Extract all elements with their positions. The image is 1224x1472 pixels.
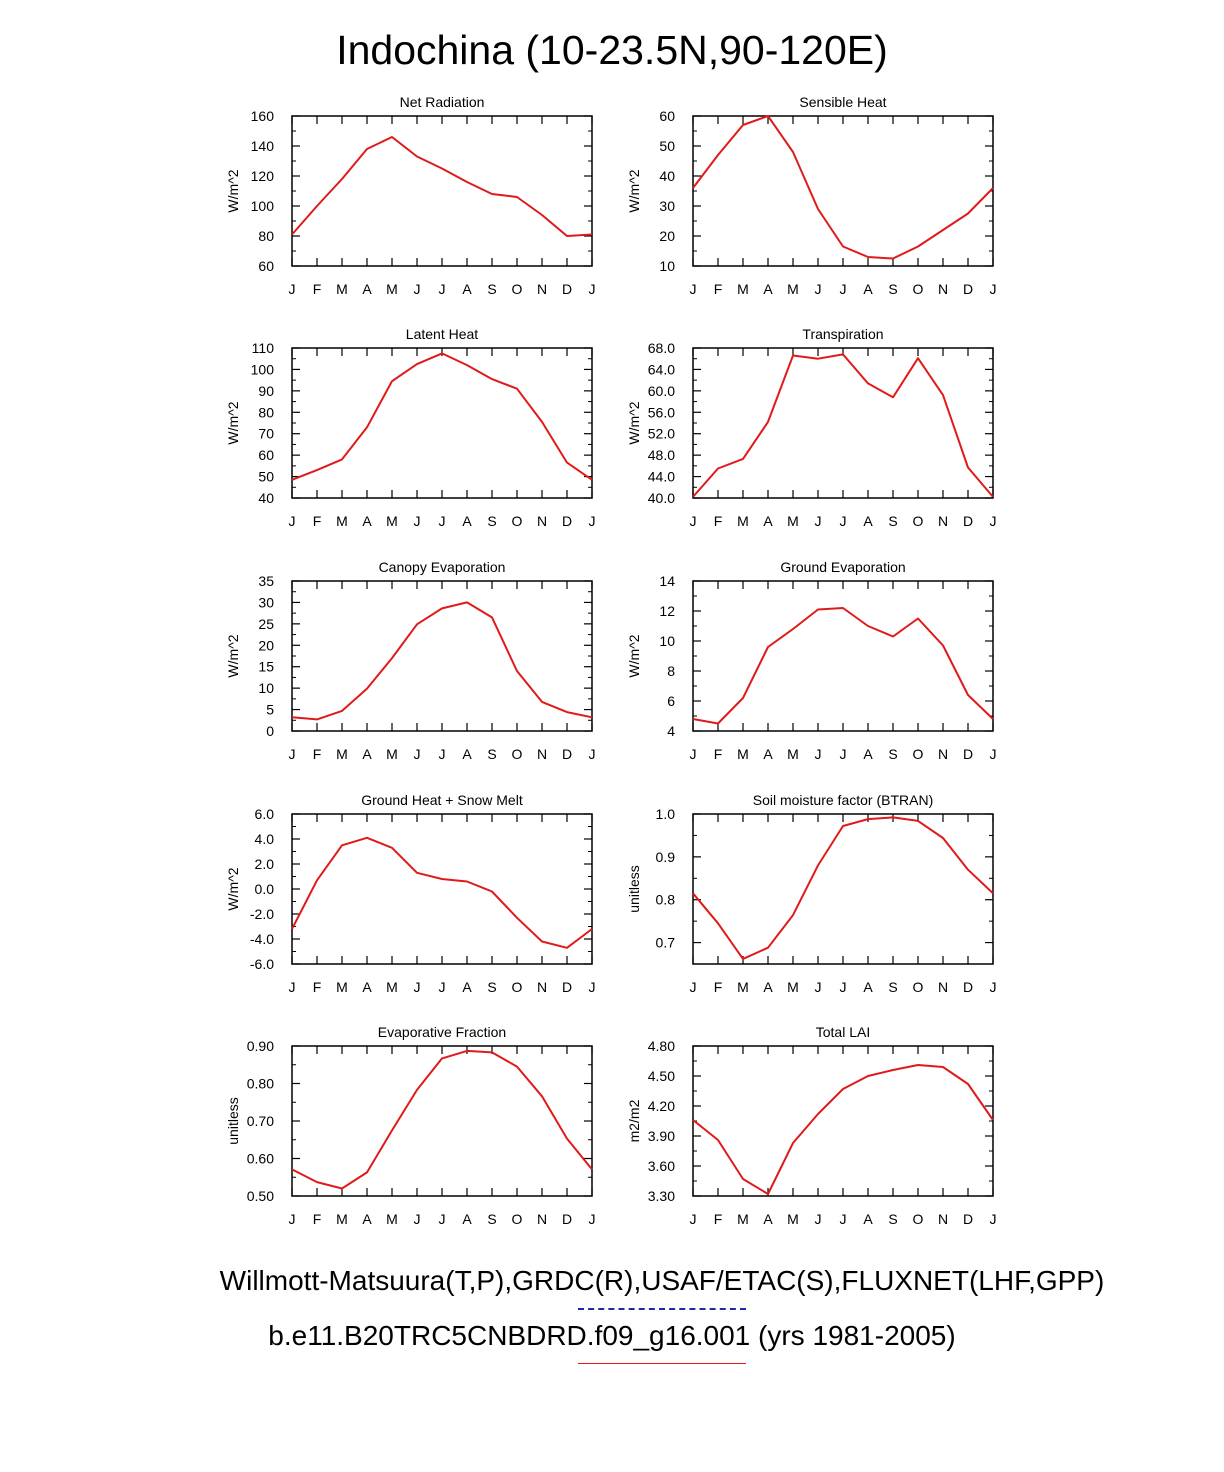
y-tick-label: 90 [258,382,274,399]
model-series-line [693,817,993,959]
y-axis-label: W/m^2 [626,169,642,213]
y-tick-label: -4.0 [249,931,274,947]
x-tick-label: D [962,1211,974,1227]
x-tick-label: N [536,281,548,297]
chart-panel-9 [225,1024,596,1227]
x-tick-label: D [962,513,974,529]
panel-title: Total LAI [815,1024,871,1040]
x-tick-label: A [763,281,773,297]
y-tick-label: 120 [250,168,274,184]
chart-panel-5 [225,559,596,762]
y-axis-label: W/m^2 [225,867,241,911]
y-tick-label: 30 [659,198,675,214]
x-tick-label: A [763,746,773,762]
x-tick-label: M [787,513,799,529]
model-series-line [693,1065,993,1194]
x-tick-label: O [912,746,924,762]
y-tick-label: 10 [659,258,675,274]
x-tick-label: F [312,1211,322,1227]
y-tick-label: 5 [266,701,274,718]
x-tick-label: A [763,1211,773,1227]
x-tick-label: J [438,513,446,529]
chart-panel-4 [626,326,997,529]
y-tick-label: 20 [659,228,675,244]
y-tick-label: 4.80 [647,1038,675,1054]
x-tick-label: O [912,513,924,529]
x-tick-label: N [937,281,949,297]
x-tick-label: J [438,979,446,995]
x-tick-label: M [336,979,348,995]
model-series-line [292,838,592,948]
y-tick-label: 0.80 [246,1075,274,1092]
page-title: Indochina (10-23.5N,90-120E) [336,27,888,73]
plot-frame [292,581,592,731]
x-tick-label: S [487,746,497,762]
x-tick-label: S [888,979,898,995]
x-tick-label: A [863,1211,873,1227]
x-tick-label: J [989,281,997,297]
x-tick-label: J [814,746,822,762]
x-tick-label: N [536,1211,548,1227]
x-tick-label: J [689,1211,697,1227]
x-tick-label: A [462,281,472,297]
y-tick-label: 44.0 [647,468,675,485]
y-tick-label: 40 [258,490,274,506]
y-tick-label: 14 [659,573,675,589]
x-tick-label: O [511,281,523,297]
plot-frame [693,348,993,498]
x-tick-label: J [438,281,446,297]
y-tick-label: 60 [659,108,675,124]
x-tick-label: M [336,1211,348,1227]
x-tick-label: M [737,979,749,995]
x-tick-label: M [336,746,348,762]
x-tick-label: A [462,1211,472,1227]
x-tick-label: J [288,281,296,297]
y-tick-label: 25 [258,615,274,632]
model-case-label: b.e11.B20TRC5CNBDRD.f09_g16.001 (yrs 1981-2005) [268,1320,956,1351]
x-tick-label: J [839,746,847,762]
panel-title: Ground Heat + Snow Melt [361,792,523,808]
y-tick-label: 10 [659,633,675,649]
x-tick-label: J [413,513,421,529]
x-tick-label: J [814,979,822,995]
x-tick-label: O [912,281,924,297]
model-series-line [292,1051,592,1189]
plot-frame [693,814,993,964]
x-tick-label: D [561,746,573,762]
x-tick-label: A [863,979,873,995]
x-tick-label: F [713,979,723,995]
plot-frame [292,1046,592,1196]
y-tick-label: 52.0 [647,425,675,442]
panel-title: Evaporative Fraction [377,1024,507,1040]
chart-panel-8 [626,792,997,995]
model-series-line [292,353,592,479]
y-tick-label: 20 [258,637,274,654]
y-tick-label: 35 [258,573,274,589]
x-tick-label: A [362,979,372,995]
y-tick-label: 40 [659,168,675,184]
model-legend-line [578,1363,746,1364]
x-tick-label: J [689,513,697,529]
model-series-line [292,602,592,719]
x-tick-label: D [962,979,974,995]
x-tick-label: A [763,513,773,529]
y-tick-label: 8 [667,663,675,679]
x-tick-label: J [989,979,997,995]
y-axis-label: W/m^2 [626,401,642,445]
y-tick-label: 0.90 [246,1038,274,1054]
x-tick-label: S [487,979,497,995]
x-tick-label: N [937,746,949,762]
x-tick-label: J [839,513,847,529]
x-tick-label: D [962,281,974,297]
x-tick-label: M [737,281,749,297]
y-tick-label: 70 [258,425,274,442]
x-tick-label: J [288,1211,296,1227]
x-tick-label: N [536,513,548,529]
y-tick-label: 0.50 [246,1188,274,1204]
y-axis-label: unitless [225,1097,241,1145]
model-series-line [292,137,592,236]
chart-panel-7 [225,792,596,995]
y-axis-label: W/m^2 [225,169,241,213]
x-tick-label: D [561,281,573,297]
x-tick-label: A [863,281,873,297]
chart-panel-3 [225,326,596,529]
y-tick-label: 56.0 [647,404,675,421]
chart-panel-1 [225,94,596,297]
y-tick-label: 160 [250,108,274,124]
x-tick-label: J [588,979,596,995]
x-tick-label: O [511,513,523,529]
observations-legend-line [578,1308,746,1310]
y-tick-label: 68.0 [647,340,675,356]
plot-frame [693,116,993,266]
x-tick-label: J [814,1211,822,1227]
y-tick-label: 40.0 [647,490,675,506]
x-tick-label: F [312,979,322,995]
model-series-line [693,354,993,497]
y-tick-label: 15 [258,658,274,675]
x-tick-label: O [511,746,523,762]
y-tick-label: 110 [251,340,274,356]
y-tick-label: 12 [659,603,675,619]
x-tick-label: M [737,1211,749,1227]
model-series-line [693,116,993,259]
y-tick-label: 0.70 [246,1113,274,1129]
x-tick-label: J [989,513,997,529]
x-tick-label: J [588,1211,596,1227]
x-tick-label: M [386,1211,398,1227]
plot-frame [292,814,592,964]
x-tick-label: J [689,746,697,762]
x-tick-label: J [438,746,446,762]
x-tick-label: S [487,281,497,297]
panel-title: Latent Heat [405,326,479,342]
x-tick-label: M [386,281,398,297]
y-tick-label: -2.0 [249,906,274,922]
x-tick-label: F [312,746,322,762]
y-tick-label: 30 [258,594,274,611]
y-axis-label: W/m^2 [626,634,642,678]
x-tick-label: S [487,1211,497,1227]
x-tick-label: A [362,513,372,529]
x-tick-label: N [937,1211,949,1227]
x-tick-label: M [787,979,799,995]
x-tick-label: J [288,746,296,762]
x-tick-label: J [288,513,296,529]
x-tick-label: M [787,1211,799,1227]
y-axis-label: W/m^2 [225,634,241,678]
y-tick-label: 6.0 [254,806,274,822]
x-tick-label: A [362,1211,372,1227]
x-tick-label: J [588,281,596,297]
x-tick-label: J [839,281,847,297]
x-tick-label: J [413,979,421,995]
x-tick-label: A [462,746,472,762]
x-tick-label: A [763,979,773,995]
y-tick-label: 6 [667,693,675,709]
x-tick-label: N [536,979,548,995]
x-tick-label: J [413,1211,421,1227]
x-tick-label: F [713,746,723,762]
y-tick-label: 4.0 [254,831,274,847]
y-tick-label: 0.60 [246,1150,274,1167]
x-tick-label: A [362,746,372,762]
x-tick-label: A [462,979,472,995]
x-tick-label: M [336,513,348,529]
x-tick-label: M [737,746,749,762]
x-tick-label: J [814,513,822,529]
x-tick-label: M [386,513,398,529]
x-tick-label: M [787,746,799,762]
y-tick-label: 100 [250,198,274,214]
x-tick-label: A [863,746,873,762]
y-axis-label: W/m^2 [225,401,241,445]
x-tick-label: F [312,281,322,297]
y-tick-label: 0.9 [655,848,675,865]
y-tick-label: 3.90 [647,1128,675,1144]
x-tick-label: S [888,746,898,762]
plot-frame [693,1046,993,1196]
x-tick-label: F [312,513,322,529]
y-tick-label: 80 [258,228,274,244]
x-tick-label: D [962,746,974,762]
x-tick-label: J [588,513,596,529]
y-tick-label: 10 [258,680,274,697]
y-tick-label: 0 [266,723,274,739]
y-tick-label: 100 [250,361,274,378]
chart-panel-6 [626,559,997,762]
plot-frame [292,348,592,498]
y-tick-label: 48.0 [647,447,675,464]
x-tick-label: D [561,513,573,529]
x-tick-label: M [737,513,749,529]
chart-panel-2 [626,94,997,297]
x-tick-label: A [462,513,472,529]
y-tick-label: -6.0 [249,956,274,972]
x-tick-label: D [561,1211,573,1227]
x-tick-label: M [336,281,348,297]
x-tick-label: J [588,746,596,762]
panel-title: Transpiration [802,326,884,342]
x-tick-label: A [362,281,372,297]
y-tick-label: 2.0 [254,856,274,872]
x-tick-label: N [937,979,949,995]
x-tick-label: F [713,513,723,529]
y-tick-label: 60.0 [647,382,675,399]
y-axis-label: unitless [626,865,642,913]
x-tick-label: O [511,979,523,995]
y-tick-label: 4.50 [647,1068,675,1084]
x-tick-label: J [689,281,697,297]
panel-title: Ground Evaporation [780,559,906,575]
x-tick-label: J [839,979,847,995]
x-tick-label: F [713,1211,723,1227]
panel-title: Canopy Evaporation [378,559,506,575]
y-tick-label: 80 [258,404,274,421]
y-tick-label: 4.20 [647,1098,675,1114]
x-tick-label: J [989,746,997,762]
y-axis-label: m2/m2 [626,1099,642,1143]
panel-title: Soil moisture factor (BTRAN) [752,792,934,808]
x-tick-label: N [937,513,949,529]
x-tick-label: S [487,513,497,529]
y-tick-label: 1.0 [655,806,675,822]
x-tick-label: M [386,979,398,995]
x-tick-label: J [438,1211,446,1227]
panel-title: Net Radiation [399,94,485,110]
model-series-line [693,608,993,724]
panel-title: Sensible Heat [799,94,887,110]
x-tick-label: S [888,281,898,297]
y-tick-label: 140 [250,138,274,154]
y-tick-label: 0.8 [655,891,675,908]
x-tick-label: J [413,281,421,297]
x-tick-label: S [888,513,898,529]
y-tick-label: 64.0 [647,361,675,378]
x-tick-label: J [839,1211,847,1227]
x-tick-label: O [912,979,924,995]
x-tick-label: M [787,281,799,297]
x-tick-label: M [386,746,398,762]
x-tick-label: N [536,746,548,762]
y-tick-label: 50 [659,138,675,154]
x-tick-label: D [561,979,573,995]
x-tick-label: O [511,1211,523,1227]
y-tick-label: 0.0 [254,881,274,897]
observations-credit: Willmott-Matsuura(T,P),GRDC(R),USAF/ETAC(S),FLUXNET(LHF,GPP) [219,1265,1105,1296]
y-tick-label: 50 [258,468,274,485]
x-tick-label: J [814,281,822,297]
y-tick-label: 3.30 [647,1188,675,1204]
chart-panel-10 [626,1024,997,1227]
x-tick-label: A [863,513,873,529]
x-tick-label: S [888,1211,898,1227]
y-tick-label: 60 [258,447,274,464]
y-tick-label: 60 [258,258,274,274]
y-tick-label: 4 [667,723,675,739]
x-tick-label: J [288,979,296,995]
plot-frame [292,116,592,266]
x-tick-label: J [989,1211,997,1227]
x-tick-label: O [912,1211,924,1227]
x-tick-label: J [413,746,421,762]
x-tick-label: J [689,979,697,995]
y-tick-label: 3.60 [647,1158,675,1174]
y-tick-label: 0.7 [655,934,675,951]
x-tick-label: F [713,281,723,297]
